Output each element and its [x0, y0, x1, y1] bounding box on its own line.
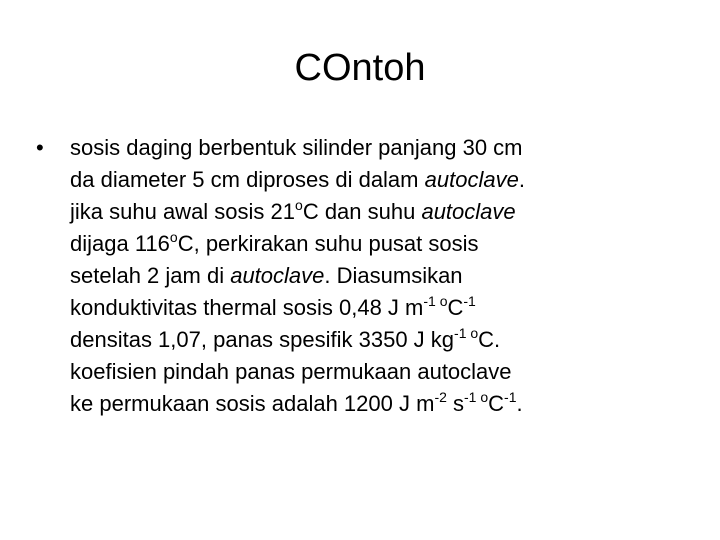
text-run: dijaga 116: [70, 231, 170, 256]
text-run: jika suhu awal sosis 21: [70, 199, 296, 224]
text-run: .: [516, 391, 523, 416]
paragraph-line-2: [70, 164, 696, 196]
paragraph-line-6: [70, 292, 696, 324]
text-run: densitas 1,07, panas spesifik 3350 J kg: [70, 327, 455, 352]
text-run: C dan suhu: [302, 199, 422, 224]
text-run: setelah 2 jam di: [70, 263, 231, 288]
paragraph-line-1: [70, 132, 696, 164]
superscript: o: [169, 229, 178, 245]
paragraph-line-4: [70, 228, 696, 260]
superscript: -1: [463, 293, 476, 309]
text-run: C: [447, 295, 464, 320]
bullet-marker: •: [36, 135, 44, 160]
superscript: -1 o: [454, 325, 479, 341]
superscript: -1 o: [464, 389, 489, 405]
text-run: s: [446, 391, 465, 416]
text-run: konduktivitas thermal sosis 0,48 J m: [70, 295, 424, 320]
text-run: .: [518, 167, 525, 192]
superscript: -1: [504, 389, 517, 405]
superscript: -2: [434, 389, 447, 405]
italic-term: autoclave: [424, 167, 519, 192]
italic-term: autoclave: [230, 263, 325, 288]
text-run: ke permukaan sosis adalah 1200 J m: [70, 391, 435, 416]
text-run: sosis daging berbentuk silinder panjang 30 cm: [70, 135, 523, 160]
text-run: C.: [478, 327, 501, 352]
text-run: C: [488, 391, 505, 416]
paragraph-line-5: [70, 260, 696, 292]
bullet-item: [36, 132, 696, 420]
paragraph-line-7: [70, 324, 696, 356]
paragraph-line-3: [70, 196, 696, 228]
paragraph-line-8: [70, 356, 696, 388]
bullet-paragraph: [36, 132, 696, 420]
text-run: koefisien pindah panas permukaan autoclave: [70, 359, 512, 384]
superscript: o: [295, 197, 303, 213]
italic-term: autoclave: [421, 199, 516, 224]
slide-title: COntoh: [294, 47, 426, 89]
text-run: C, perkirakan suhu pusat sosis: [177, 231, 479, 256]
superscript: -1 o: [423, 293, 448, 309]
text-run: . Diasumsikan: [324, 263, 463, 288]
paragraph-line-9: [70, 388, 696, 420]
text-run: da diameter 5 cm diproses di dalam: [70, 167, 425, 192]
